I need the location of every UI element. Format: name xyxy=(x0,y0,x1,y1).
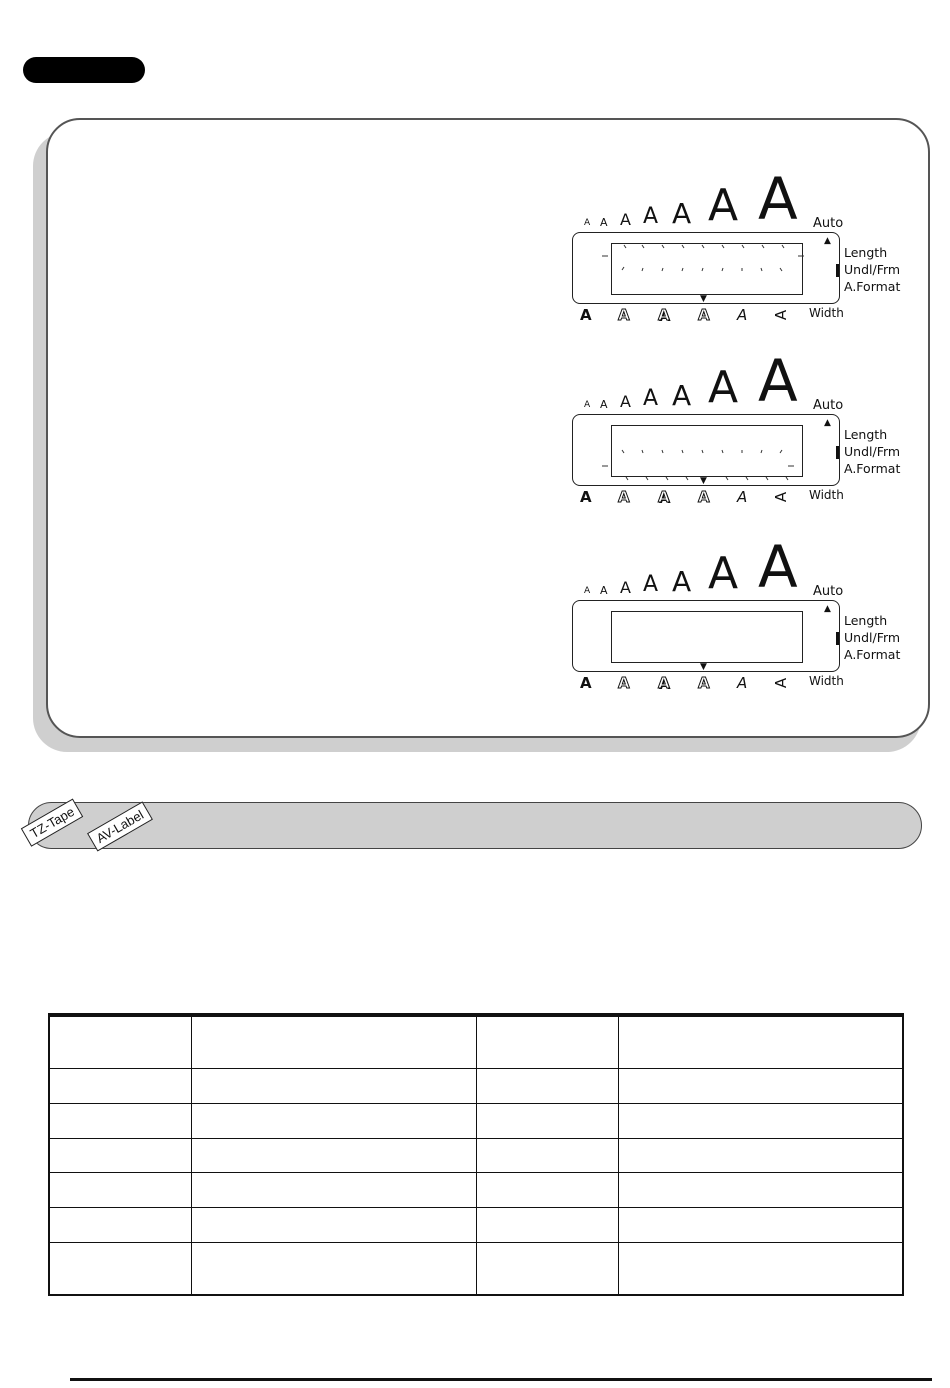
length-label: Length xyxy=(844,427,888,442)
vertical-style-glyph: A xyxy=(772,491,791,503)
width-label: Width xyxy=(809,674,844,688)
size-glyph: A xyxy=(758,165,798,233)
shadow-style-glyph: A xyxy=(658,674,670,692)
up-arrow-icon: ▲ xyxy=(824,236,831,246)
underline-frame-label: Undl/Frm xyxy=(844,262,901,277)
table-cell xyxy=(476,1173,618,1208)
outline-style-glyph: A xyxy=(618,488,630,506)
size-glyph: A xyxy=(672,565,692,598)
size-glyph: A xyxy=(672,197,692,230)
table-cell xyxy=(618,1173,903,1208)
av-label-tag: AV-Label xyxy=(87,801,153,851)
bold-style-glyph: A xyxy=(580,306,592,324)
outline-shadow-style-glyph: A xyxy=(698,306,710,324)
auto-format-label: A.Format xyxy=(844,461,901,476)
table-cell xyxy=(191,1138,476,1173)
underline-frame-label: Undl/Frm xyxy=(844,444,901,459)
size-glyph: A xyxy=(708,548,739,599)
table-row xyxy=(49,1103,903,1138)
table-cell xyxy=(476,1243,618,1295)
size-glyph: A xyxy=(620,392,631,411)
section-pill xyxy=(23,57,145,83)
size-glyph: A xyxy=(708,180,739,231)
table-cell xyxy=(476,1068,618,1103)
size-glyph: A xyxy=(620,210,631,229)
shadow-style-glyph: A xyxy=(658,488,670,506)
width-label: Width xyxy=(809,306,844,320)
size-glyph: A xyxy=(708,362,739,413)
width-label: Width xyxy=(809,488,844,502)
outline-style-glyph: A xyxy=(618,674,630,692)
outline-shadow-style-glyph: A xyxy=(698,488,710,506)
table-cell xyxy=(476,1208,618,1243)
table-cell xyxy=(49,1103,191,1138)
settings-table xyxy=(48,1013,904,1296)
size-glyph: A xyxy=(643,204,659,229)
table-cell xyxy=(49,1016,191,1068)
table-cell xyxy=(618,1068,903,1103)
table-cell xyxy=(191,1208,476,1243)
table-row xyxy=(49,1016,903,1068)
table-cell xyxy=(191,1016,476,1068)
size-glyph: A xyxy=(620,578,631,597)
table-cell xyxy=(618,1138,903,1173)
table-cell xyxy=(191,1243,476,1295)
outline-shadow-style-glyph: A xyxy=(698,674,710,692)
down-arrow-icon: ▼ xyxy=(700,294,707,304)
down-arrow-icon: ▼ xyxy=(700,662,707,672)
length-label: Length xyxy=(844,613,888,628)
indicator-bar xyxy=(836,264,839,277)
indicator-bar xyxy=(836,446,839,459)
lcd-display-2 xyxy=(566,347,916,520)
size-glyph: A xyxy=(600,398,608,411)
bold-style-glyph: A xyxy=(580,488,592,506)
table-cell xyxy=(618,1243,903,1295)
size-glyph: A xyxy=(672,379,692,412)
outline-style-glyph: A xyxy=(618,306,630,324)
table-cell xyxy=(49,1173,191,1208)
side-labels xyxy=(844,244,900,295)
table-cell xyxy=(618,1103,903,1138)
section-band xyxy=(28,802,922,849)
size-glyph: A xyxy=(584,400,591,410)
lcd-display-1 xyxy=(566,165,916,338)
footer-rule xyxy=(70,1378,932,1381)
table-row xyxy=(49,1208,903,1243)
size-glyph: A xyxy=(643,386,659,411)
italic-style-glyph: A xyxy=(737,306,748,324)
side-labels xyxy=(844,612,900,663)
size-glyph: A xyxy=(643,572,659,597)
table-cell xyxy=(191,1173,476,1208)
indicator-bar xyxy=(836,632,839,645)
down-arrow-icon: ▼ xyxy=(700,476,707,486)
table-cell xyxy=(191,1068,476,1103)
size-glyph: A xyxy=(600,216,608,229)
table-cell xyxy=(49,1208,191,1243)
table-row xyxy=(49,1243,903,1295)
underline-frame-label: Undl/Frm xyxy=(844,630,901,645)
lcd-text-area xyxy=(611,611,803,663)
up-arrow-icon: ▲ xyxy=(824,604,831,614)
lcd-display-3 xyxy=(566,533,916,706)
table-cell xyxy=(618,1208,903,1243)
table-cell xyxy=(618,1016,903,1068)
table-cell xyxy=(476,1103,618,1138)
length-label: Length xyxy=(844,245,888,260)
table-row xyxy=(49,1173,903,1208)
size-glyph: A xyxy=(584,218,591,228)
auto-label: Auto xyxy=(813,398,844,413)
shadow-style-glyph: A xyxy=(658,306,670,324)
size-glyph: A xyxy=(758,533,798,601)
table-cell xyxy=(49,1068,191,1103)
up-arrow-icon: ▲ xyxy=(824,418,831,428)
bold-style-glyph: A xyxy=(580,674,592,692)
italic-style-glyph: A xyxy=(737,674,748,692)
table-cell xyxy=(49,1243,191,1295)
auto-format-label: A.Format xyxy=(844,647,901,662)
table-cell xyxy=(49,1138,191,1173)
table-cell xyxy=(476,1138,618,1173)
side-labels xyxy=(844,426,900,477)
size-glyph: A xyxy=(584,586,591,596)
table-row xyxy=(49,1138,903,1173)
tz-tape-tag: TZ-Tape xyxy=(21,798,84,846)
auto-label: Auto xyxy=(813,216,844,231)
table-cell xyxy=(191,1103,476,1138)
vertical-style-glyph: A xyxy=(772,309,791,321)
auto-format-label: A.Format xyxy=(844,279,901,294)
size-glyph: A xyxy=(758,347,798,415)
auto-label: Auto xyxy=(813,584,844,599)
vertical-style-glyph: A xyxy=(772,677,791,689)
size-glyph: A xyxy=(600,584,608,597)
italic-style-glyph: A xyxy=(737,488,748,506)
table-row xyxy=(49,1068,903,1103)
table-cell xyxy=(476,1016,618,1068)
